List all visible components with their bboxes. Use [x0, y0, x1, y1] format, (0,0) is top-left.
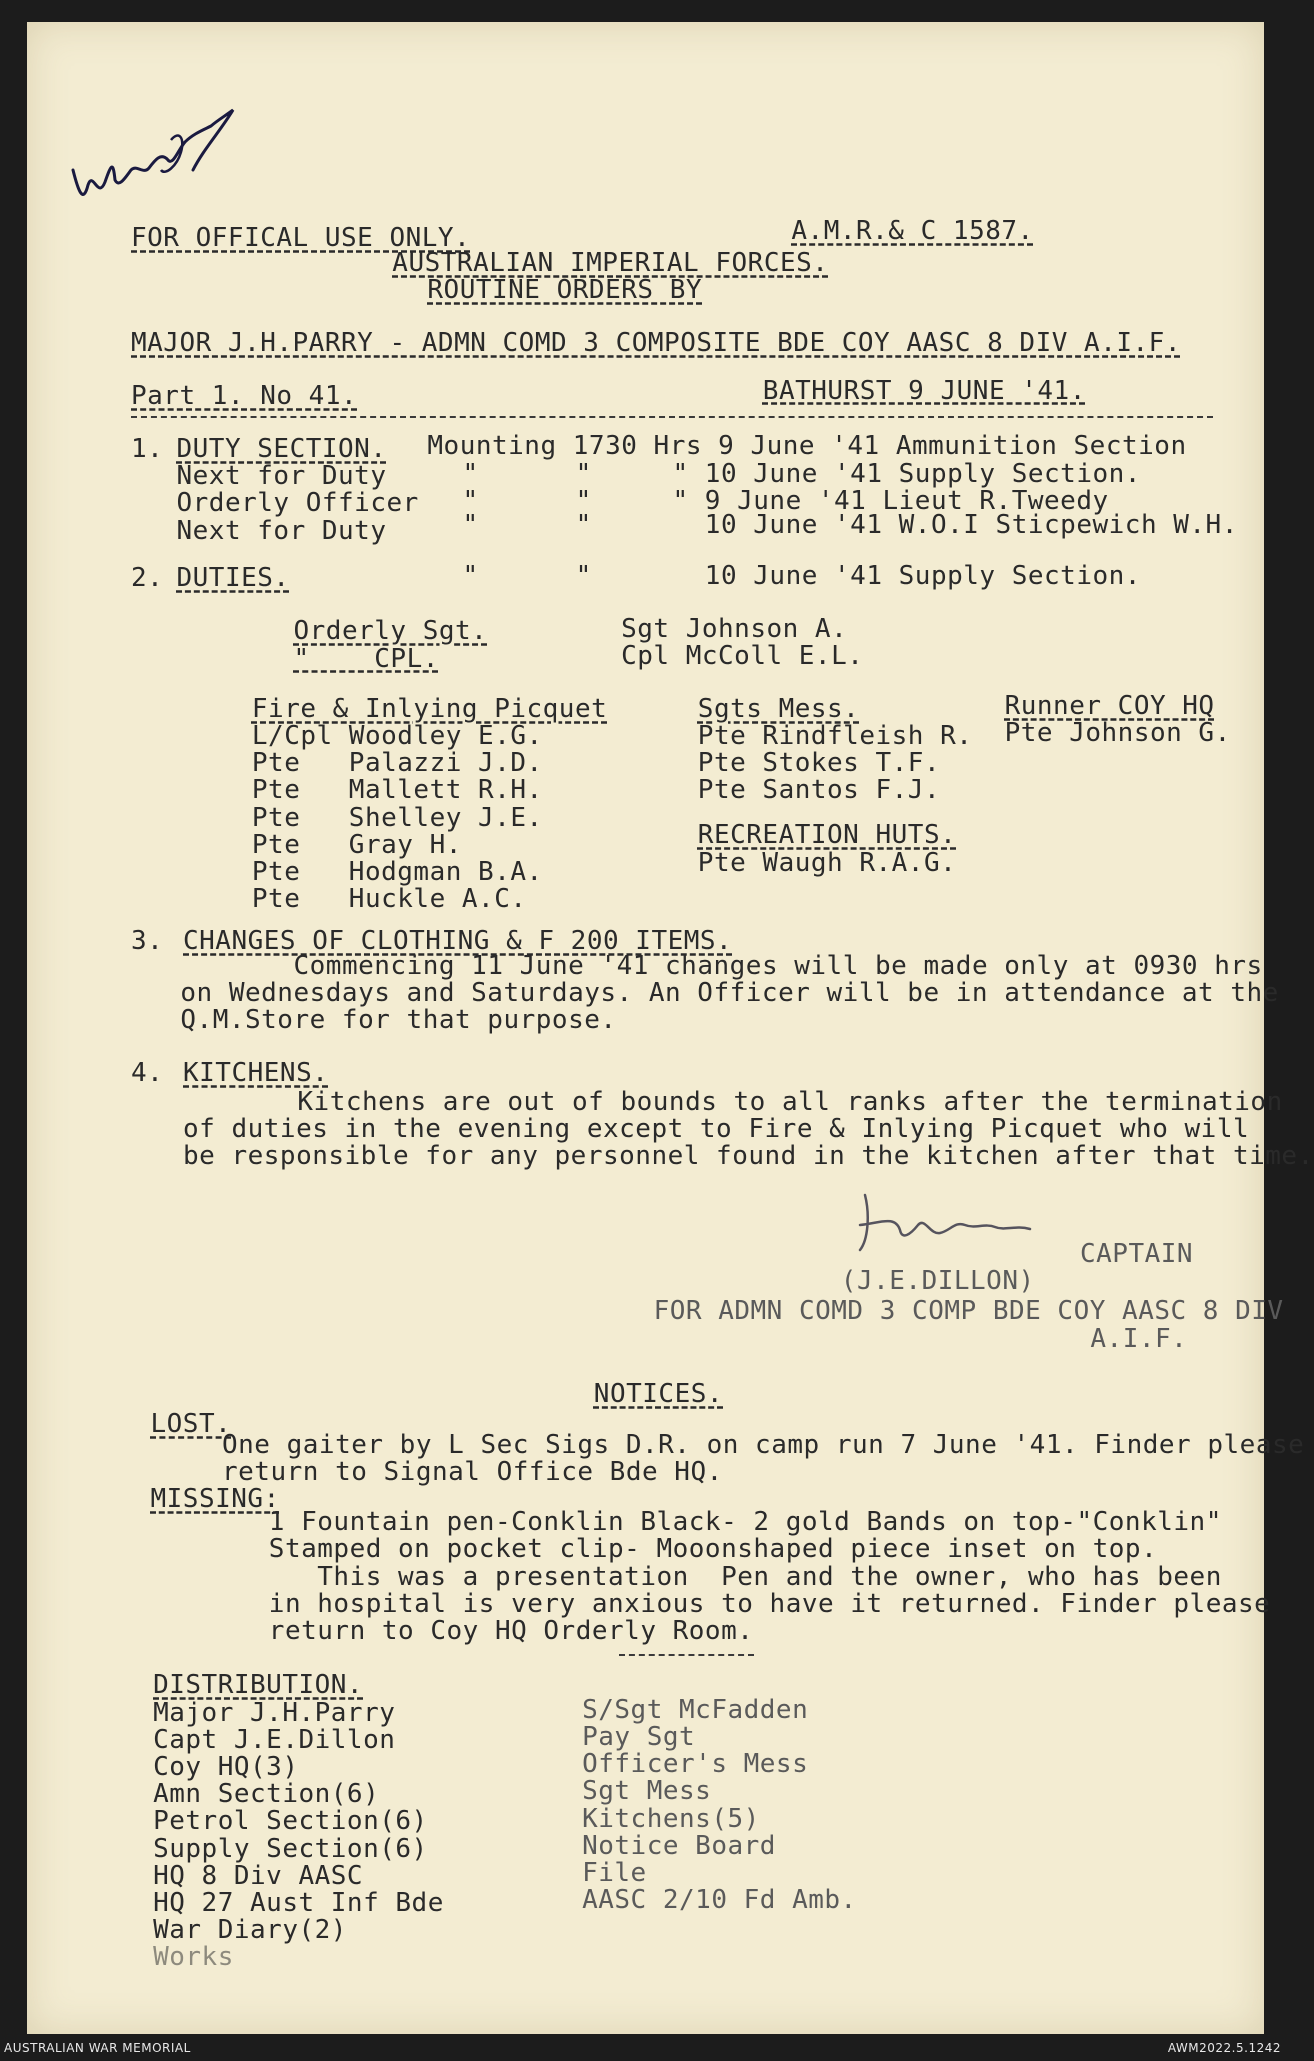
handwritten-war-diary-note [53, 90, 253, 230]
commander-line: MAJOR J.H.PARRY - ADMN COMD 3 COMPOSITE BDE COY AASC 8 DIV A.I.F. [131, 328, 1181, 358]
orderly-sgt-value: Sgt Johnson A. [621, 613, 848, 644]
runner-title: Runner COY HQ [1004, 691, 1215, 722]
footer-accession-id: AWM2022.5.1242 [1167, 2041, 1281, 2055]
section-2-number: 2. [131, 563, 164, 594]
distribution-item: Pay Sgt [582, 1722, 696, 1752]
distribution-item: HQ 27 Aust Inf Bde [153, 1887, 444, 1918]
signature-rank: CAPTAIN [1080, 1239, 1194, 1270]
fire-picquet-member: Pte Shelley J.E. [251, 802, 543, 833]
section-3-line: Q.M.Store for that purpose. [180, 1005, 617, 1036]
distribution-item: Amn Section(6) [153, 1779, 380, 1810]
document-page [27, 22, 1314, 2034]
distribution-item: S/Sgt McFadden [582, 1694, 809, 1725]
duty-row-col: " " " 9 June '41 Lieut R.Tweedy [462, 485, 1109, 516]
footer-source-label: AUSTRALIAN WAR MEMORIAL [4, 2041, 191, 2055]
distribution-title: DISTRIBUTION. [153, 1670, 364, 1701]
notices-rule [619, 1654, 754, 1656]
distribution-item: Major J.H.Parry [153, 1697, 396, 1728]
sgts-mess-title: Sgts Mess. [697, 693, 860, 724]
distribution-item: Kitchens(5) [582, 1803, 760, 1834]
orderly-sgt-label: Orderly Sgt. [293, 616, 488, 647]
reference-number: A.M.R.& C 1587. [791, 216, 1034, 247]
classification-label: FOR OFFICAL USE ONLY. [131, 223, 471, 254]
place-date: BATHURST 9 JUNE '41. [762, 375, 1086, 406]
missing-line: return to Coy HQ Orderly Room. [268, 1615, 754, 1646]
lost-line: One gaiter by L Sec Sigs D.R. on camp run 7 June '41. Finder please [222, 1429, 1305, 1460]
lost-line: return to Signal Office Bde HQ. [222, 1456, 723, 1487]
organisation-title: AUSTRALIAN IMPERIAL FORCES. [392, 247, 829, 278]
signature-name: (J.E.DILLON) [840, 1266, 1035, 1297]
orderly-cpl-label: " CPL. [293, 643, 439, 674]
duty-row-col: " " 10 June '41 W.O.I Sticpewich W.H. [462, 510, 1238, 541]
signature [840, 1185, 1080, 1265]
section-1-number: 1. [131, 434, 164, 465]
section-4-line: of duties in the evening except to Fire & Inlying Picquet who will [183, 1114, 1250, 1145]
section-3-number: 3. [131, 926, 164, 957]
notices-title: NOTICES. [593, 1379, 724, 1410]
fire-picquet-member: Pte Gray H. [251, 829, 462, 860]
header-rule [131, 416, 1213, 418]
duty-row-label: Next for Duty [176, 515, 387, 546]
runner-member: Pte Johnson G. [1004, 718, 1231, 749]
distribution-item: Capt J.E.Dillon [153, 1724, 396, 1755]
distribution-item: Petrol Section(6) [153, 1806, 428, 1837]
missing-line: 1 Fountain pen-Conklin Black- 2 gold Bands on top-"Conklin" [268, 1507, 1222, 1538]
section-1-title: DUTY SECTION. [176, 434, 387, 465]
duty-row-col: Mounting 1730 Hrs 9 June '41 Ammunition Section [427, 431, 1187, 462]
fire-picquet-member: L/Cpl Woodley E.G. [251, 721, 543, 752]
section-4-number: 4. [131, 1058, 164, 1089]
distribution-item: Coy HQ(3) [153, 1751, 299, 1782]
sgts-mess-member: Pte Stokes T.F. [697, 748, 941, 779]
distribution-item: AASC 2/10 Fd Amb. [582, 1885, 857, 1916]
missing-label: MISSING: [150, 1484, 280, 1514]
routine-orders-heading: ROUTINE ORDERS BY [427, 274, 702, 305]
section-4-title: KITCHENS. [183, 1058, 329, 1089]
orderly-cpl-value: Cpl McColl E.L. [621, 640, 864, 671]
fire-picquet-member: Pte Hodgman B.A. [251, 857, 543, 888]
distribution-item: Supply Section(6) [153, 1833, 428, 1864]
signature-for-line: FOR ADMN COMD 3 COMP BDE COY AASC 8 DIV [653, 1296, 1284, 1327]
duties-line: " " 10 June '41 Supply Section. [462, 560, 1141, 591]
sgts-mess-member: Pte Santos F.J. [697, 775, 941, 806]
section-3-line: Commencing 11 June '41 changes will be made only at 0930 hrs [293, 950, 1263, 981]
distribution-item: War Diary(2) [153, 1915, 347, 1946]
distribution-item: Officer's Mess [582, 1749, 809, 1780]
duty-row-col: " " " 10 June '41 Supply Section. [462, 458, 1141, 489]
fire-picquet-title: Fire & Inlying Picquet [251, 693, 608, 724]
recreation-huts-title: RECREATION HUTS. [697, 820, 957, 851]
missing-line: Stamped on pocket clip- Mooonshaped piece inset on top. [268, 1534, 1158, 1565]
fire-picquet-member: Pte Mallett R.H. [251, 775, 543, 806]
duty-row-label: Next for Duty [176, 461, 387, 492]
duty-row-label: Orderly Officer [176, 488, 419, 519]
section-2-title: DUTIES. [176, 563, 290, 594]
distribution-item: File [582, 1858, 647, 1888]
distribution-item: Works [153, 1942, 234, 1973]
recreation-huts-member: Pte Waugh R.A.G. [697, 847, 957, 878]
section-4-line: Kitchens are out of bounds to all ranks after the termination [297, 1086, 1283, 1117]
distribution-item: Notice Board [582, 1830, 776, 1861]
distribution-item: HQ 8 Div AASC [153, 1860, 364, 1891]
section-3-line: on Wednesdays and Saturdays. An Officer will be in attendance at the [180, 978, 1279, 1009]
distribution-item: Sgt Mess [582, 1776, 712, 1807]
missing-line: in hospital is very anxious to have it returned. Finder please [268, 1588, 1271, 1619]
fire-picquet-member: Pte Palazzi J.D. [251, 748, 543, 779]
signature-aif: A.I.F. [1090, 1323, 1188, 1354]
fire-picquet-member: Pte Huckle A.C. [251, 884, 527, 915]
sgts-mess-member: Pte Rindfleish R. [697, 721, 973, 752]
part-number: Part 1. No 41. [131, 381, 358, 412]
section-3-title: CHANGES OF CLOTHING & F 200 ITEMS. [183, 926, 733, 957]
lost-label: LOST. [150, 1409, 232, 1440]
section-4-line: be responsible for any personnel found in the kitchen after that time. [183, 1141, 1314, 1172]
missing-line: This was a presentation Pen and the owner, who has been [268, 1561, 1222, 1592]
